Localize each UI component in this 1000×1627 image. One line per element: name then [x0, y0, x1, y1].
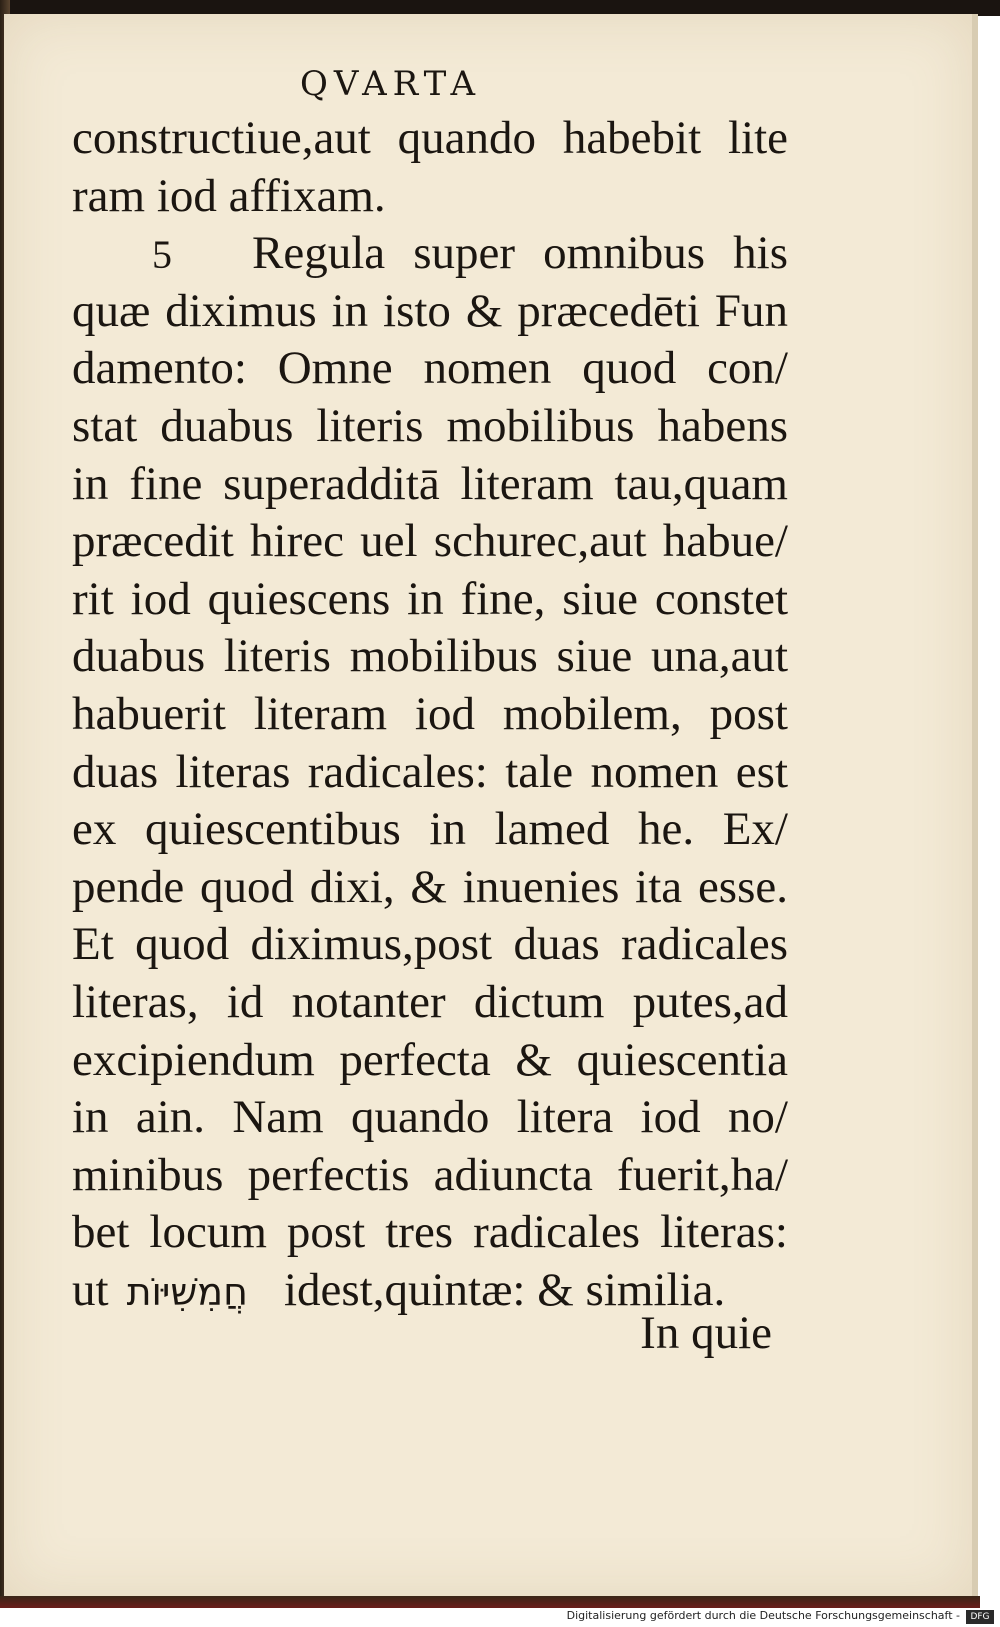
page-bottom-edge: [0, 1596, 980, 1608]
text-line: rit iod quiescens in fine, siue constet: [72, 572, 788, 625]
text-line-content: Regula super omnibus his: [252, 227, 788, 280]
text-line: excipiendum perfecta & quiescentia: [72, 1033, 788, 1086]
text-line: constructiue,aut quando habebit lite: [72, 112, 788, 164]
text-line-paragraph-start: [72, 225, 788, 283]
text-line: pende quod dixi, & inuenies ita esse.: [72, 860, 788, 913]
running-head: QVARTA: [300, 64, 482, 104]
text-line: ram iod affixam.: [72, 169, 386, 222]
text-line: bet locum post tres radicales literas:: [72, 1206, 788, 1259]
footer-bar: [0, 1608, 1000, 1627]
text-line: duas literas radicales: tale nomen est: [72, 745, 788, 798]
text-line: in ain. Nam quando litera iod no/: [72, 1091, 788, 1144]
text-line: stat duabus literis mobilibus habens: [72, 399, 788, 452]
text-line: duabus literis mobilibus siue una,aut: [72, 630, 788, 683]
text-line: damento: Omne nomen quod con/: [72, 342, 788, 395]
text-line: Et quod diximus,post duas radicales: [72, 918, 788, 971]
text-line-suffix: idest,quintæ: & similia.: [283, 1263, 726, 1316]
paragraph-number: 5: [152, 232, 172, 278]
hebrew-word: חֲמִשִׁיּוֹת: [126, 1269, 248, 1314]
text-line: in fine superadditā literam tau,quam: [72, 457, 788, 510]
text-line-prefix: ut: [72, 1263, 109, 1316]
text-line: quæ diximus in isto & præcedēti Fun: [72, 284, 788, 337]
text-line: literas, id notanter dictum putes,ad: [72, 975, 788, 1028]
text-line: ex quiescentibus in lamed he. Ex/: [72, 803, 788, 856]
text-line: habuerit literam iod mobilem, post: [72, 687, 788, 740]
text-line: præcedit hirec uel schurec,aut habue/: [72, 515, 788, 568]
funding-credit: Digitalisierung gefördert durch die Deutsche Forschungsgemeinschaft -: [566, 1609, 960, 1622]
book-page: [4, 14, 978, 1596]
catchword: In quie: [640, 1307, 772, 1359]
dfg-logo: DFG: [966, 1610, 994, 1624]
text-line: minibus perfectis adiuncta fuerit,ha/: [72, 1148, 788, 1201]
text-block: [72, 110, 788, 1319]
